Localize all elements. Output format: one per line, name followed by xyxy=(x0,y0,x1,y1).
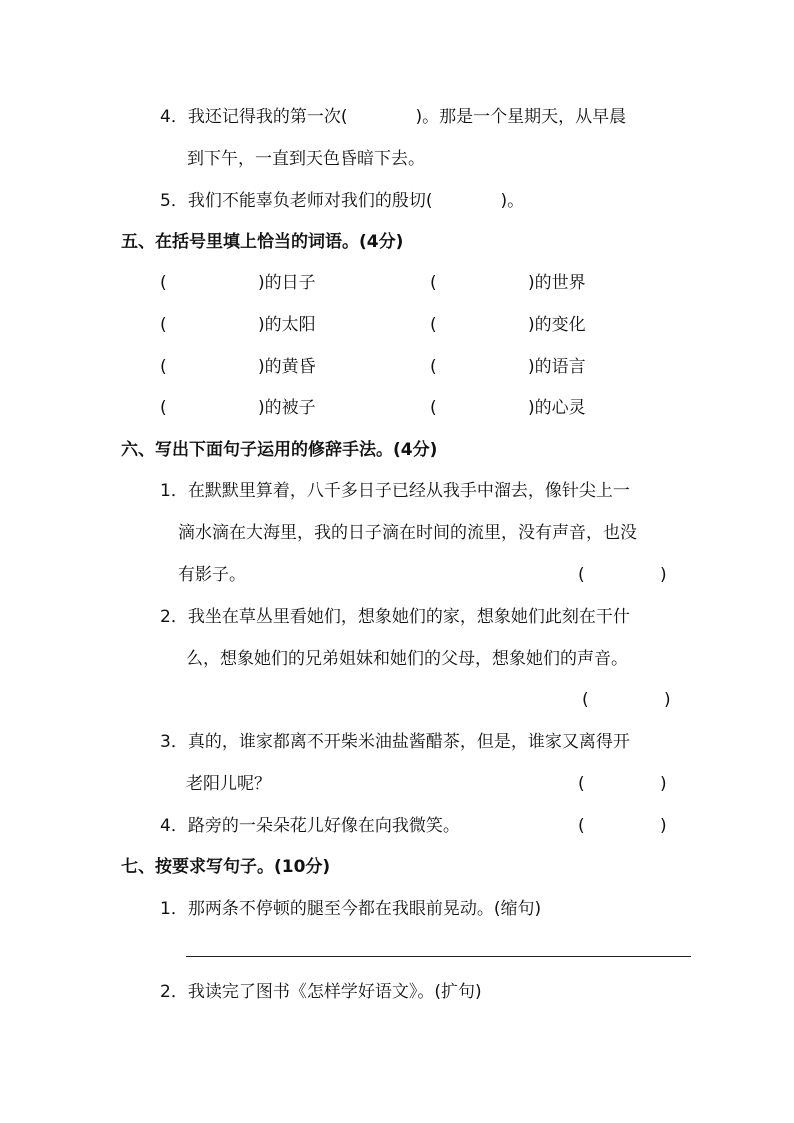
s6-question-4: 4．路旁的一朵朵花儿好像在向我微笑。 xyxy=(160,816,460,836)
s6-question-1-line-3: 有影子。 xyxy=(178,565,246,585)
section-7-title: 七、按要求写句子。(10分) xyxy=(121,857,331,877)
blank-label: )的日子 xyxy=(258,273,316,293)
blank-open: ( xyxy=(160,315,167,335)
answer-open: ( xyxy=(578,565,585,585)
blank-label: )的心灵 xyxy=(528,398,586,418)
answer-open: ( xyxy=(578,774,585,794)
answer-underline[interactable] xyxy=(186,956,691,957)
question-4-line-1: 4．我还记得我的第一次( )。那是一个星期天，从早晨 xyxy=(160,107,627,127)
blank-open: ( xyxy=(160,357,167,377)
s6-question-3-line-1: 3．真的，谁家都离不开柴米油盐酱醋茶，但是，谁家又离得开 xyxy=(160,732,630,752)
question-4-line-2: 到下午，一直到天色昏暗下去。 xyxy=(187,149,425,169)
blank-label: )的变化 xyxy=(528,315,586,335)
s6-question-2-line-1: 2．我坐在草丛里看她们，想象她们的家，想象她们此刻在干什 xyxy=(160,607,630,627)
section-6-title: 六、写出下面句子运用的修辞手法。(4分) xyxy=(121,440,438,460)
blank-open: ( xyxy=(430,357,437,377)
s6-question-3-line-2: 老阳儿呢？ xyxy=(186,774,271,794)
s7-question-1: 1．那两条不停顿的腿至今都在我眼前晃动。(缩句) xyxy=(160,899,542,919)
blank-label: )的语言 xyxy=(528,357,586,377)
question-5: 5．我们不能辜负老师对我们的殷切( )。 xyxy=(160,191,525,211)
blank-open: ( xyxy=(430,398,437,418)
blank-label: )的被子 xyxy=(258,398,316,418)
answer-close: ) xyxy=(664,690,671,710)
blank-label: )的太阳 xyxy=(258,315,316,335)
s6-question-1-line-1: 1．在默默里算着，八千多日子已经从我手中溜去，像针尖上一 xyxy=(160,481,630,501)
blank-open: ( xyxy=(160,273,167,293)
answer-close: ) xyxy=(660,816,667,836)
answer-close: ) xyxy=(660,565,667,585)
blank-label: )的黄昏 xyxy=(258,357,316,377)
answer-open: ( xyxy=(582,690,589,710)
s6-question-2-line-2: 么，想象她们的兄弟姐妹和她们的父母，想象她们的声音。 xyxy=(186,649,628,669)
blank-label: )的世界 xyxy=(528,273,586,293)
answer-close: ) xyxy=(660,774,667,794)
s6-question-1-line-2: 滴水滴在大海里，我的日子滴在时间的流里，没有声音，也没 xyxy=(178,523,637,543)
section-5-title: 五、在括号里填上恰当的词语。(4分) xyxy=(121,232,404,252)
answer-open: ( xyxy=(578,816,585,836)
blank-open: ( xyxy=(430,315,437,335)
blank-open: ( xyxy=(160,398,167,418)
s7-question-2: 2．我读完了图书《怎样学好语文》。(扩句) xyxy=(160,982,482,1002)
blank-open: ( xyxy=(430,273,437,293)
